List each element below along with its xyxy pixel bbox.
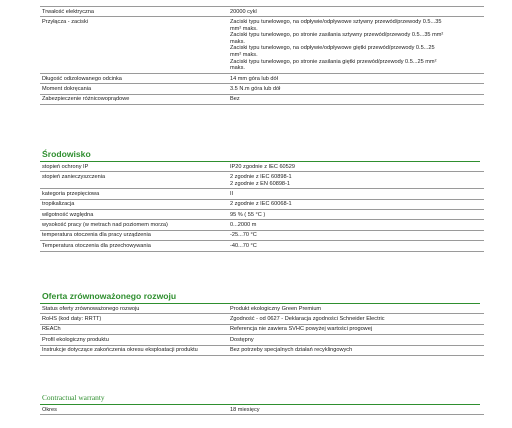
spec-value-line: 3.5 N.m góra lub dół <box>230 85 281 92</box>
spec-value-line: 18 miesięcy <box>230 406 260 413</box>
spec-key: temperatura otoczenia dla pracy urządzenia <box>40 230 224 240</box>
spec-row <box>40 162 484 172</box>
spec-key: REACh <box>40 324 224 334</box>
spec-value-line: -25...70 °C <box>230 232 257 239</box>
spec-key: Temperatura otoczenia dla przechowywania <box>40 241 224 251</box>
sustainability-section <box>40 291 480 356</box>
top-spec-block <box>40 6 480 105</box>
spec-key: Instrukcje dotyczące zakończenia okresu eksploatacji produktu <box>40 345 224 355</box>
spec-value <box>224 405 484 415</box>
spec-key: RoHS (kod daty: RRTT) <box>40 314 224 324</box>
spec-value-line: Zaciski typu tunelowego, na odpływie/odpływowe giętki przewód/przewody 0.5...25 <box>230 45 435 52</box>
spec-value <box>224 210 484 220</box>
spec-key: tropikalizacja <box>40 199 224 209</box>
spec-value-line: Bez <box>230 96 240 103</box>
spec-value <box>224 324 484 334</box>
spec-row <box>40 335 484 345</box>
spec-key: Okres <box>40 405 224 415</box>
spec-value-line: maks. <box>230 65 245 72</box>
spec-value-line: Zaciski typu tunelowego, na odpływie/odpływowe sztywny przewód/przewody 0.5...35 <box>230 18 442 25</box>
spec-value-line: Bez potrzeby specjalnych działań recyklingowych <box>230 347 353 354</box>
spec-value <box>224 345 484 355</box>
environment-table <box>40 162 484 252</box>
spec-value <box>224 73 484 83</box>
spec-value-line: 2 zgodnie z IEC 60068-1 <box>230 201 292 208</box>
spec-row <box>40 230 484 240</box>
spec-key: wysokość pracy (w metrach nad poziomem morza) <box>40 220 224 230</box>
spec-value <box>224 230 484 240</box>
spec-key: Długość odizolowanego odcinka <box>40 73 224 83</box>
spec-value-line: Referencja nie zawiera SVHC powyżej wartości progowej <box>230 326 373 333</box>
spec-value <box>224 17 484 74</box>
spec-key: Status oferty zrównoważonego rozwoju <box>40 304 224 314</box>
section-title-environment: Środowisko <box>40 149 480 162</box>
spec-value-line: IP20 zgodnie z IEC 60529 <box>230 163 295 170</box>
spec-value <box>224 220 484 230</box>
spec-value <box>224 304 484 314</box>
top-spec-table <box>40 6 484 105</box>
spec-key: Zabezpieczenie różnicowoprądowe <box>40 94 224 104</box>
spec-value-line: Zgodność - od 0627 - Deklaracja zgodności Schneider Electric <box>230 315 385 322</box>
spec-value <box>224 335 484 345</box>
spec-row <box>40 84 484 94</box>
spec-row <box>40 314 484 324</box>
spec-row <box>40 345 484 355</box>
spec-key: stopień zanieczyszczenia <box>40 172 224 189</box>
spec-value-line: 0...2000 m <box>230 222 257 229</box>
spec-row <box>40 241 484 251</box>
spec-value-line: maks. <box>230 38 245 45</box>
spec-key: kategoria przepięciowa <box>40 189 224 199</box>
spec-row <box>40 324 484 334</box>
spec-value-line: Zaciski typu tunelowego, po stronie zasilania giętki przewód/przewody 0.5...25 mm² <box>230 58 437 65</box>
spec-row <box>40 405 484 415</box>
spec-value <box>224 199 484 209</box>
spec-value <box>224 314 484 324</box>
spec-row <box>40 220 484 230</box>
spec-key: Przyłącza - zaciski <box>40 17 224 74</box>
environment-section <box>40 149 480 252</box>
spec-value-line: 2 zgodnie z EN 60898-1 <box>230 180 291 187</box>
section-title-sustainability: Oferta zrównoważonego rozwoju <box>40 291 480 304</box>
spec-key: Moment dokręcania <box>40 84 224 94</box>
spec-value-line: 95 % ( 55 °C ) <box>230 211 266 218</box>
spec-value-line: mm² maks. <box>230 25 258 32</box>
spec-row <box>40 94 484 104</box>
spec-key: stopień ochrony IP <box>40 162 224 172</box>
spec-row <box>40 189 484 199</box>
spec-value <box>224 94 484 104</box>
sustainability-table <box>40 304 484 356</box>
spec-key: Trwałość elektryczna <box>40 7 224 17</box>
spec-row <box>40 304 484 314</box>
spec-value <box>224 172 484 189</box>
spec-row <box>40 17 484 74</box>
spec-value <box>224 162 484 172</box>
spec-value-line: mm² maks. <box>230 51 258 58</box>
spec-value-line: 2 zgodnie z IEC 60898-1 <box>230 173 292 180</box>
spec-row <box>40 199 484 209</box>
spec-value-line: II <box>230 190 234 197</box>
spec-value-line: Produkt ekologiczny Green Premium <box>230 305 322 312</box>
spec-value-line: 14 mm góra lub dół <box>230 75 278 82</box>
spec-row <box>40 210 484 220</box>
warranty-table <box>40 405 484 415</box>
spec-value <box>224 241 484 251</box>
spec-row <box>40 73 484 83</box>
spec-value <box>224 189 484 199</box>
spec-key: Profil ekologiczny produktu <box>40 335 224 345</box>
spec-row <box>40 7 484 17</box>
spec-value-line: Zaciski typu tunelowego, po stronie zasilania sztywny przewód/przewody 0.5...35 mm² <box>230 32 444 39</box>
spec-value-line: Dostępny <box>230 336 254 343</box>
spec-row <box>40 172 484 189</box>
spec-key: wilgotność względna <box>40 210 224 220</box>
spec-value-line: -40...70 °C <box>230 242 257 249</box>
spec-value <box>224 7 484 17</box>
spec-value <box>224 84 484 94</box>
section-title-warranty: Contractual warranty <box>40 393 480 405</box>
warranty-section <box>40 393 480 415</box>
spec-value-line: 20000 cykl <box>230 8 257 15</box>
